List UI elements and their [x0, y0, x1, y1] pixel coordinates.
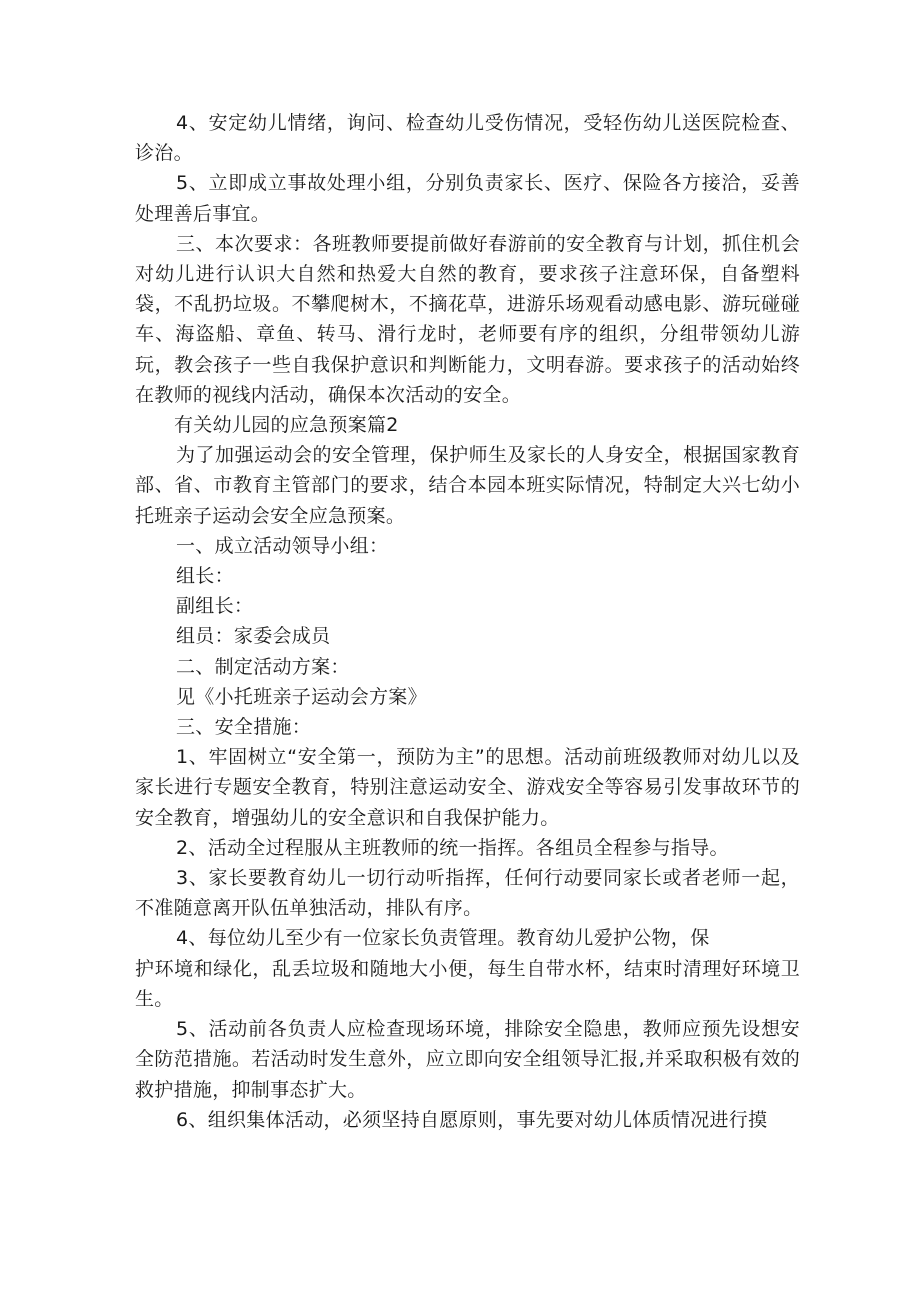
measure-4: 4、每位幼儿至少有一位家长负责管理。教育幼儿爱护公物，保	[176, 927, 710, 950]
measure-2: 2、活动全过程服从主班教师的统一指挥。各组员全程参与指导。	[176, 836, 729, 859]
document-body	[135, 108, 800, 1135]
measure-3: 3、家长要教育幼儿一切行动听指挥，任何行动要同家长或者老师一起，不准随意离开队伍单独活动，排队有序。	[135, 867, 800, 920]
paragraph-requirements: 三、本次要求：各班教师要提前做好春游前的安全教育与计划，抓住机会对幼儿进行认识大自然和热爱大自然的教育，要求孩子注意环保，自备塑料袋，不乱扔垃圾。不攀爬树木，不摘花草，进游乐场观看动感电影、游玩碰碰车、海盗船、章鱼、转马、滑行龙时，老师要有序的组织，分组带领幼儿游玩，教会孩子一些自我保护意识和判断能力，文明春游。要求孩子的活动始终在教师的视线内活动，确保本次活动的安全。	[135, 232, 800, 406]
paragraph-item-4-comfort: 4、安定幼儿情绪，询问、检查幼儿受伤情况，受轻伤幼儿送医院检查、诊治。	[135, 112, 800, 165]
section-title-plan-2: 有关幼儿园的应急预案篇2	[174, 414, 399, 437]
heading-activity-plan: 二、制定活动方案：	[176, 655, 350, 678]
measure-5: 5、活动前各负责人应检查现场环境，排除安全隐患，教师应预先设想安全防范措施。若活动时发生意外，应立即向安全组领导汇报,并采取积极有效的救护措施，抑制事态扩大。	[135, 1018, 800, 1101]
paragraph-item-5-team: 5、立即成立事故处理小组，分别负责家长、医疗、保险各方接洽，妥善处理善后事宜。	[135, 172, 800, 225]
leader-line: 组长：	[176, 565, 234, 588]
measure-6: 6、组织集体活动，必须坚持自愿原则，事先要对幼儿体质情况进行摸	[176, 1108, 768, 1131]
plan-reference: 见《小托班亲子运动会方案》	[176, 685, 427, 708]
paragraph-intro: 为了加强运动会的安全管理，保护师生及家长的人身安全，根据国家教育部、省、市教育主管部门的要求，结合本园本班实际情况，特制定大兴七幼小托班亲子运动会安全应急预案。	[135, 444, 800, 527]
measure-1: 1、牢固树立“安全第一，预防为主”的思想。活动前班级教师对幼儿以及家长进行专题安全教育，特别注意运动安全、游戏安全等容易引发事故环节的安全教育，增强幼儿的安全意识和自我保护能力。	[135, 746, 800, 829]
heading-safety-measures: 三、安全措施：	[176, 716, 312, 739]
measure-4-continued: 护环境和绿化，乱丢垃圾和随地大小便，每生自带水杯，结束时清理好环境卫生。	[135, 957, 800, 1010]
members-line: 组员：家委会成员	[176, 625, 331, 648]
vice-leader-line: 副组长：	[176, 595, 254, 618]
heading-leadership-group: 一、成立活动领导小组：	[176, 534, 389, 557]
